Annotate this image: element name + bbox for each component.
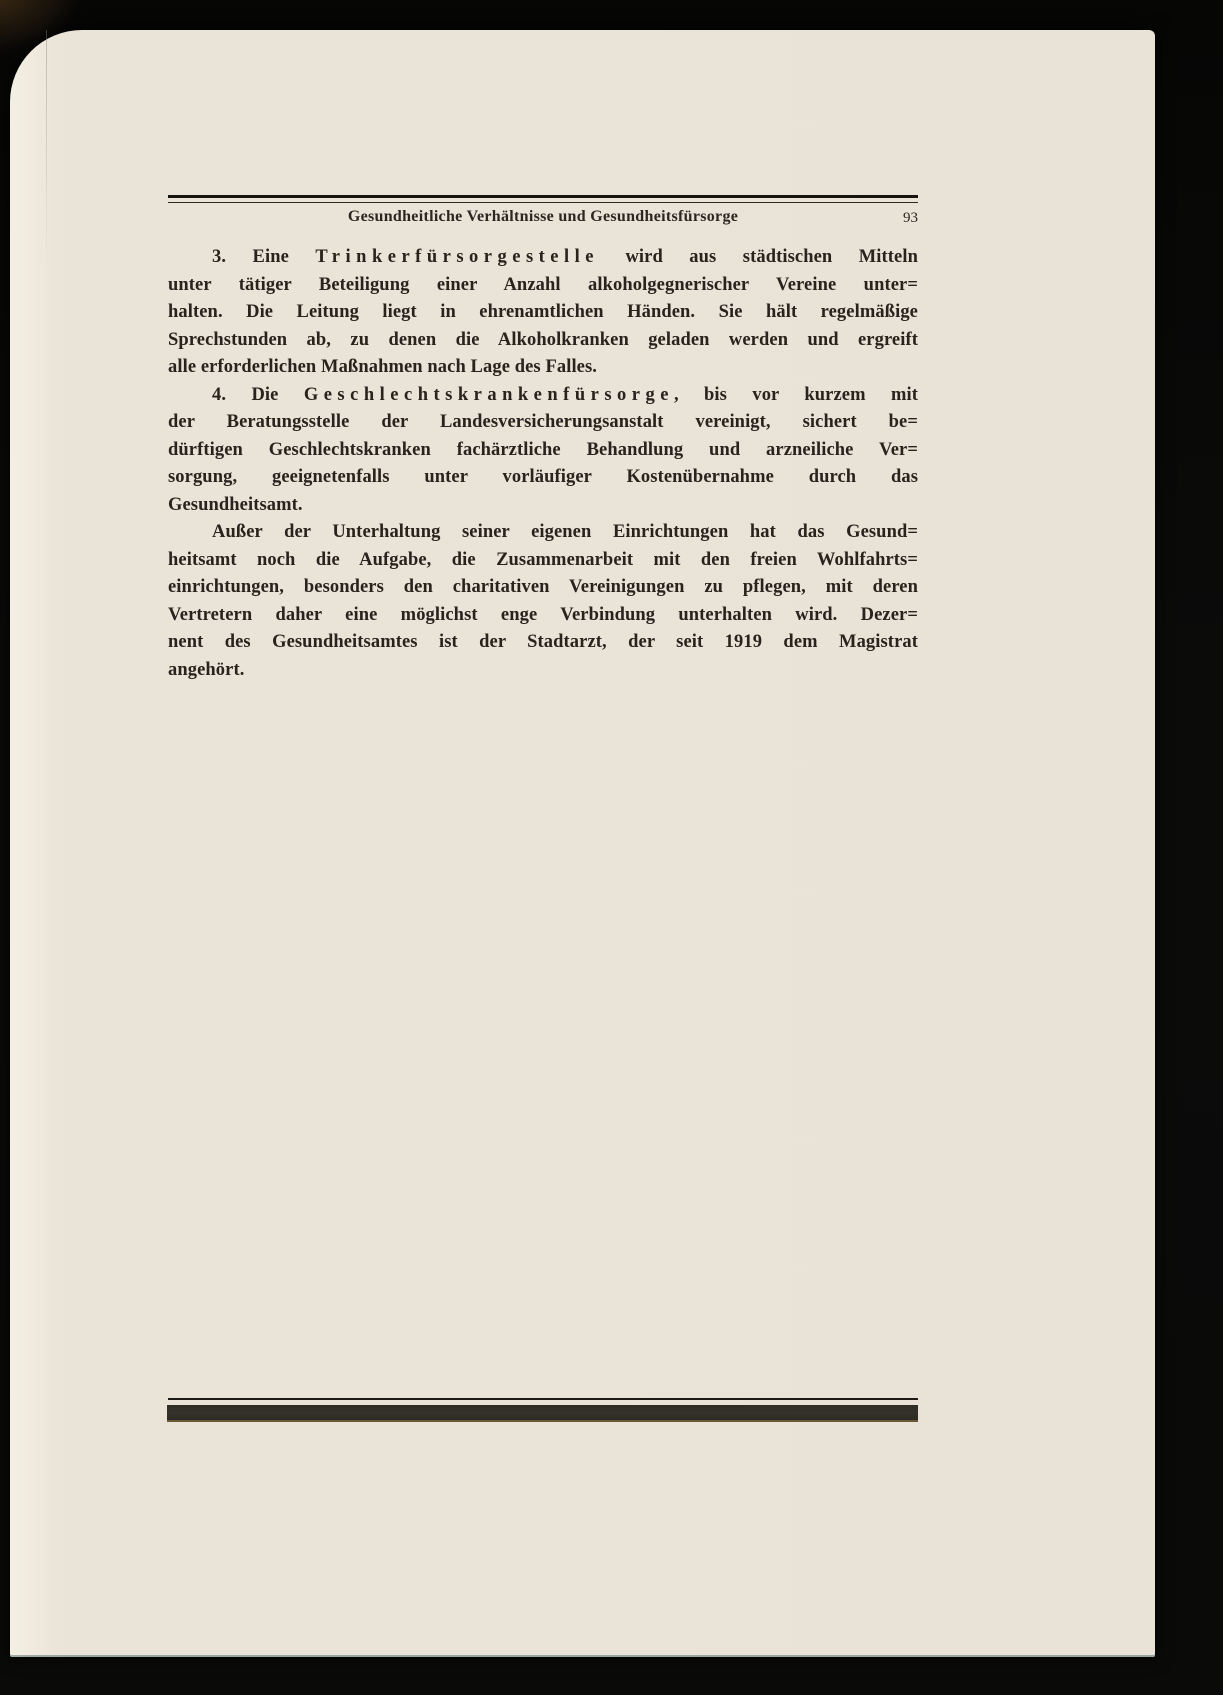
letterspaced-term: Geschlechtskrankenfürsorge (303, 384, 674, 405)
letterspaced-term: Trinkerfürsorgestelle (315, 247, 600, 267)
running-header (168, 208, 918, 232)
text-line: Sprechstunden ab, zu denen die Alkoholkranken geladen werden und ergreift (168, 329, 918, 350)
text-line: 4. Die Geschlechtskrankenfürsorge, bis vor kurzem mit (212, 384, 918, 405)
text-line: der Beratungsstelle der Landesversicherungsanstalt vereinigt, sichert be= (168, 412, 918, 432)
header-title: Gesundheitliche Verhältnisse und Gesundheitsfürsorge (347, 208, 739, 225)
text-line: nent des Gesundheitsamtes ist der Stadtarzt, der seit 1919 dem Magistrat (168, 632, 918, 652)
text-line: sorgung, geeignetenfalls unter vorläufiger Kostenübernahme durch das (168, 467, 918, 487)
footer-thick-bar (167, 1405, 918, 1422)
text-line: unter tätiger Beteiligung einer Anzahl alkoholgegnerischer Vereine unter= (168, 274, 918, 295)
text-line: Gesundheitsamt. (168, 494, 303, 515)
text-line: angehört. (168, 659, 245, 680)
text-line: Außer der Unterhaltung seiner eigenen Einrichtungen hat das Gesund= (212, 522, 918, 542)
text-line: heitsamt noch die Aufgabe, die Zusammenarbeit mit den freien Wohlfahrts= (168, 549, 918, 570)
text-line: halten. Die Leitung liegt in ehrenamtlichen Händen. Sie hält regelmäßige (168, 302, 918, 322)
text-line: Vertretern daher eine möglichst enge Verbindung unterhalten wird. Dezer= (168, 604, 918, 625)
header-double-rule (168, 195, 918, 203)
text-line: alle erforderlichen Maßnahmen nach Lage des Falles. (168, 357, 598, 377)
text-line: einrichtungen, besonders den charitativen Vereinigungen zu pflegen, mit deren (168, 577, 918, 597)
body-text (168, 244, 918, 684)
book-page (10, 30, 1155, 1657)
page-edge-crease (46, 30, 47, 270)
footer-thin-rule (168, 1398, 918, 1400)
text-line: dürftigen Geschlechtskranken fachärztliche Behandlung und arzneiliche Ver= (168, 439, 918, 460)
text-line: 3. Eine Trinkerfürsorgestelle wird aus städtischen Mitteln (212, 247, 918, 267)
page-number: 93 (903, 210, 918, 226)
